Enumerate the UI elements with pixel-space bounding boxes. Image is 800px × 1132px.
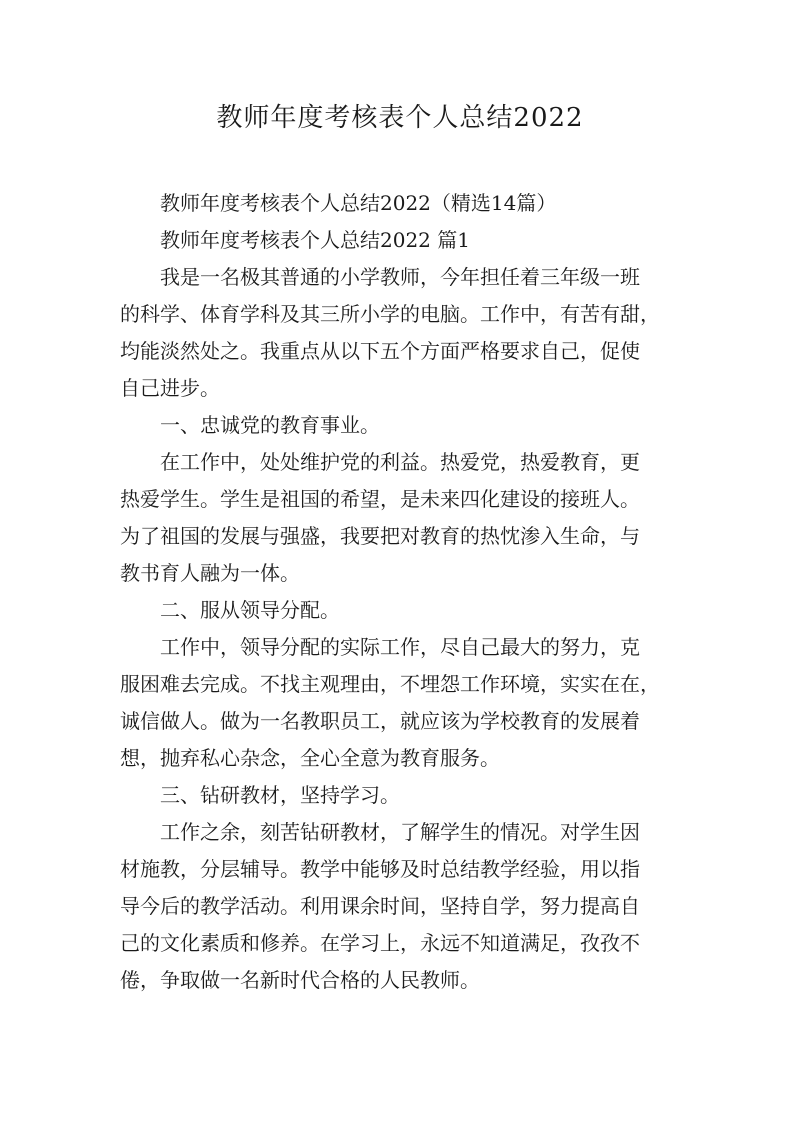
text-line: 倦，争取做一名新时代合格的人民教师。	[120, 968, 480, 992]
text-line: 为了祖国的发展与强盛，我要把对教育的热忱渗入生命，与	[120, 524, 640, 548]
text-line: 诚信做人。做为一名教职员工，就应该为学校教育的发展着	[120, 709, 640, 733]
body-paragraph	[120, 444, 700, 592]
text-line: 工作之余，刻苦钻研教材，了解学生的情况。对学生因	[120, 820, 640, 844]
text-line: 工作中，领导分配的实际工作，尽自己最大的努力，克	[120, 635, 640, 659]
text-line: 的科学、体育学科及其三所小学的电脑。工作中，有苦有甜，	[120, 302, 660, 326]
text-line: 自己进步。	[120, 376, 220, 400]
document-body	[120, 185, 700, 999]
text-line: 二、服从领导分配。	[120, 598, 340, 622]
document-title: 教师年度考核表个人总结2022	[216, 103, 584, 133]
text-line: 均能淡然处之。我重点从以下五个方面严格要求自己，促使	[120, 339, 640, 363]
text-line: 教师年度考核表个人总结2022 篇1	[120, 228, 470, 252]
text-line: 在工作中，处处维护党的利益。热爱党，热爱教育，更	[120, 450, 640, 474]
body-paragraph	[120, 629, 700, 777]
section-heading	[120, 777, 700, 814]
section-heading	[120, 592, 700, 629]
text-line: 导今后的教学活动。利用课余时间，坚持自学，努力提高自	[120, 894, 640, 918]
text-line: 想，抛弃私心杂念，全心全意为教育服务。	[120, 746, 500, 770]
text-line: 己的文化素质和修养。在学习上，永远不知道满足，孜孜不	[120, 931, 640, 955]
text-line: 服困难去完成。不找主观理由，不埋怨工作环境，实实在在，	[120, 672, 660, 696]
subtitle-line	[120, 185, 700, 222]
text-line: 材施教，分层辅导。教学中能够及时总结教学经验，用以指	[120, 857, 640, 881]
text-line: 我是一名极其普通的小学教师，今年担任着三年级一班	[120, 265, 640, 289]
text-line: 热爱学生。学生是祖国的希望，是未来四化建设的接班人。	[120, 487, 640, 511]
text-line: 教师年度考核表个人总结2022（精选14篇）	[120, 191, 557, 215]
text-line: 三、钻研教材，坚持学习。	[120, 783, 400, 807]
subtitle-line	[120, 222, 700, 259]
body-paragraph	[120, 814, 700, 999]
section-heading	[120, 407, 700, 444]
text-line: 一、忠诚党的教育事业。	[120, 413, 380, 437]
text-line: 教书育人融为一体。	[120, 561, 300, 585]
body-paragraph	[120, 259, 700, 407]
